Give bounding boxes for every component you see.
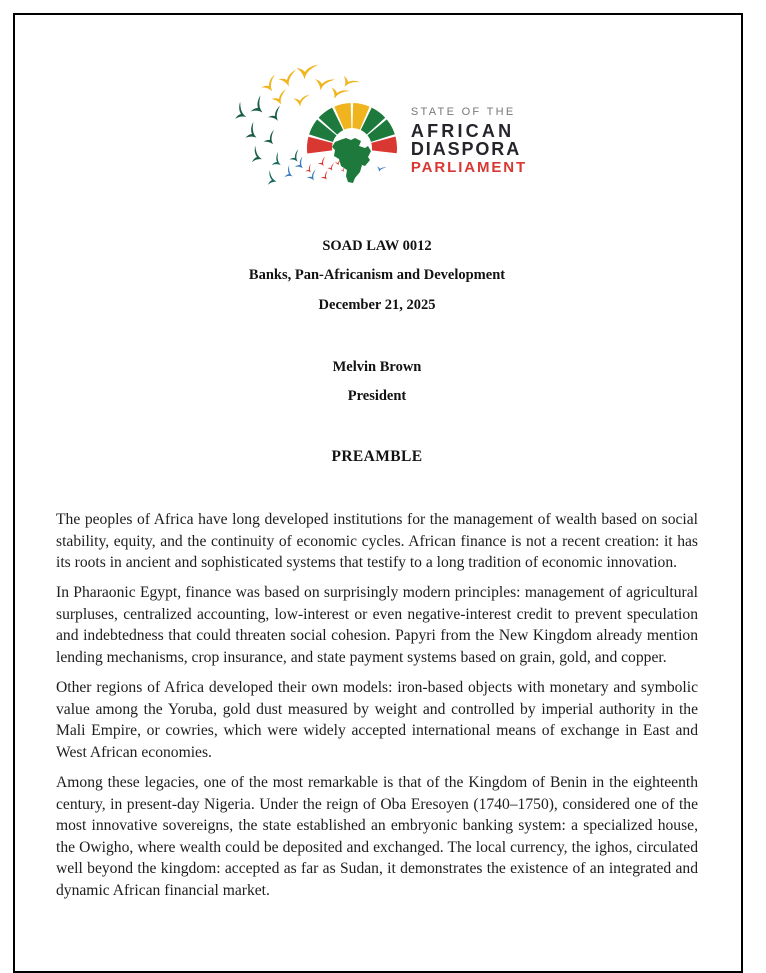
paragraph-1: The peoples of Africa have long developed institutions for the management of wealth based on social stability, equity, and the continuity of economic cycles. African finance is not a recent creation: it has its roots in ancient and sophisticated systems that testify to a long tradition of economic innovation. (56, 511, 698, 572)
document-page (13, 13, 743, 973)
logo-tagline: STATE OF THE (410, 106, 516, 118)
logo-word-diaspora: DIASPORA (410, 139, 522, 159)
section-heading-preamble: PREAMBLE (331, 448, 423, 465)
logo-word-african: AFRICAN (410, 121, 515, 141)
author-title: President (347, 388, 407, 404)
law-number: SOAD LAW 0012 (322, 238, 432, 254)
logo-wordmark (411, 62, 527, 175)
soad-parliament-logo (56, 62, 698, 188)
diaspora-birds-icon (231, 63, 386, 187)
law-title: Banks, Pan-Africanism and Development (248, 267, 506, 283)
logo-graphic-icon (227, 62, 402, 188)
author-name: Melvin Brown (332, 359, 422, 375)
paragraph-2: In Pharaonic Egypt, finance was based on surprisingly modern principles: management of agricultural surpluses, centralized accounting, low-interest or even negative-interest credit to prevent speculation and indebtedness that could threaten social cohesion. Papyri from the New Kingdom already mention lending mechanisms, crop insurance, and state payment systems based on grain, gold, and copper. (56, 584, 698, 667)
document-body (56, 509, 698, 902)
logo-word-parliament: PARLIAMENT (410, 159, 528, 176)
paragraph-4: Among these legacies, one of the most remarkable is that of the Kingdom of Benin in the eighteenth century, in present-day Nigeria. Under the reign of Oba Eresoyen (1740–1750), considered one of the most innovative sovereigns, the state established an embryonic banking system: a specialized house, the Owigho, where wealth could be deposited and exchanged. The local currency, the ighos, circulated well beyond the kingdom: accepted as far as Sudan, it demonstrates the existence of an integrated and dynamic African financial market. (56, 774, 698, 899)
law-date: December 21, 2025 (318, 297, 436, 313)
africa-map-icon (332, 138, 371, 183)
paragraph-3: Other regions of Africa developed their own models: iron-based objects with monetary and symbolic value among the Yoruba, gold dust measured by weight and controlled by imperial authority in the Mali Empire, or cowries, which were widely accepted international means of exchange in East and West African economies. (56, 679, 698, 761)
